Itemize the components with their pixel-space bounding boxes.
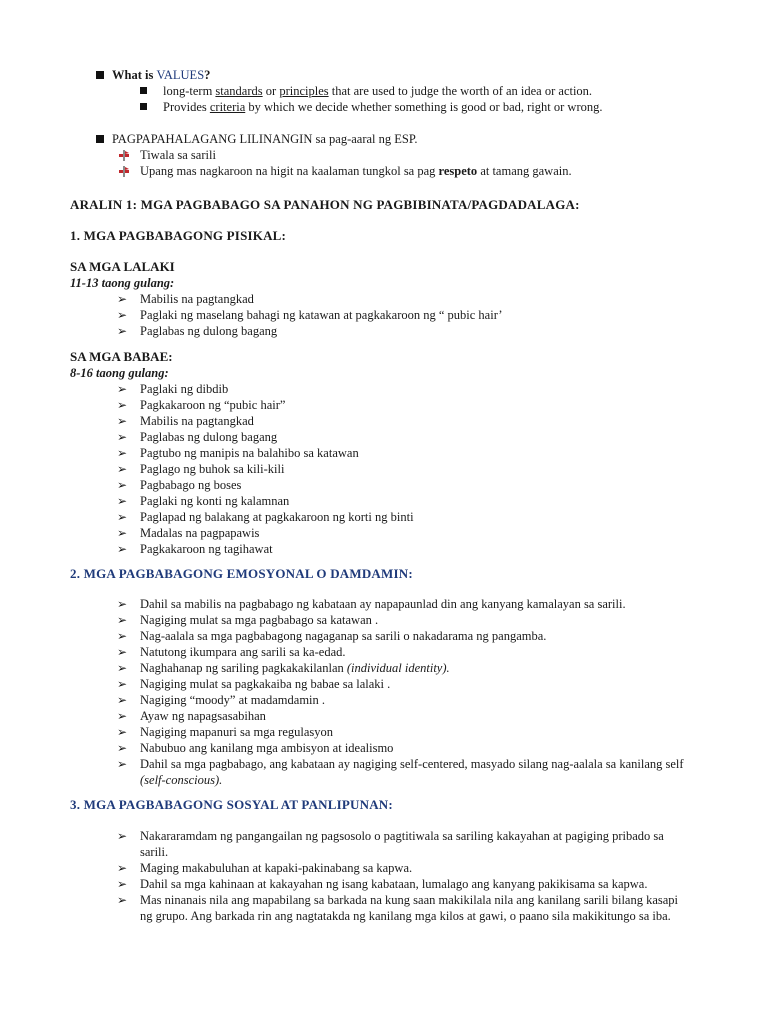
list-item: ➢ Nagiging mulat sa pagkakaiba ng babae sa lalaki . (117, 677, 391, 691)
values-word: VALUES (156, 68, 205, 82)
arrow-bullet-icon: ➢ (117, 597, 128, 611)
list-item: ➢ Nagiging mulat sa mga pagbabago sa katawan . (117, 613, 379, 627)
list-item: ➢ Mas ninanais nila ang mapabilang sa barkada na kung saan makikilala nila ang kanilang sarili bilang kasapi ng grupo. Ang barkada rin ang nagtatakda ng kanilang mga kilos at gawi, o paano sila makikitungo sa iba. (117, 893, 679, 923)
pisikal-heading: 1. MGA PAGBABAGONG PISIKAL: (70, 228, 287, 243)
list-item: ➢ Dahil sa mga kahinaan at kakayahan ng isang kabataan, lumalago ang kanyang pakikisama sa kapwa. (117, 877, 648, 891)
values-question: What is VALUES? (70, 67, 728, 83)
arrow-bullet-icon: ➢ (117, 741, 128, 755)
list-item: ➢ Pagkakaroon ng “pubic hair” (117, 398, 286, 412)
arrow-bullet-icon: ➢ (117, 446, 128, 460)
babae-age: 8-16 taong gulang: (70, 366, 169, 380)
list-item: ➢ Nagiging “moody” at madamdamin . (117, 693, 326, 707)
babae-title: SA MGA BABAE: (70, 349, 173, 364)
lalaki-section (70, 259, 728, 339)
arrow-bullet-icon: ➢ (117, 725, 128, 739)
values-section (70, 67, 728, 115)
list-item: ➢ Pagkakaroon ng tagihawat (117, 542, 273, 556)
list-item: ➢ Dahil sa mabilis na pagbabago ng kabataan ay napapaunlad din ang kanyang kamalayan sa sarili. (117, 597, 626, 611)
list-item: ➢ Pagtubo ng manipis na balahibo sa katawan (117, 446, 359, 460)
arrow-bullet-icon: ➢ (117, 613, 128, 627)
arrow-bullet-icon: ➢ (117, 308, 128, 322)
arrow-bullet-icon: ➢ (117, 542, 128, 556)
flag-bullet-icon (118, 165, 130, 177)
arrow-bullet-icon: ➢ (117, 645, 128, 659)
list-item: ➢ Paglabas ng dulong bagang (117, 324, 278, 338)
arrow-bullet-icon: ➢ (117, 478, 128, 492)
emosyonal-section (70, 596, 728, 788)
arrow-bullet-icon: ➢ (117, 292, 128, 306)
arrow-bullet-icon: ➢ (117, 510, 128, 524)
list-item: ➢ Madalas na pagpapawis (117, 526, 260, 540)
emosyonal-list (70, 596, 728, 660)
list-item: ➢ Nag-aalala sa mga pagbabagong nagaganap sa sarili o nakadarama ng pangamba. (117, 629, 547, 643)
lalaki-title: SA MGA LALAKI (70, 259, 175, 274)
arrow-bullet-icon: ➢ (117, 677, 128, 691)
arrow-bullet-icon: ➢ (117, 693, 128, 707)
list-item: ➢ Mabilis na pagtangkad (117, 292, 254, 306)
arrow-bullet-icon: ➢ (117, 861, 128, 875)
values-definition-2: Provides criteria by which we decide whether something is good or bad, right or wrong. (70, 99, 728, 115)
arrow-bullet-icon: ➢ (117, 430, 128, 444)
arrow-bullet-icon: ➢ (117, 526, 128, 540)
arrow-bullet-icon: ➢ (117, 661, 128, 675)
pagpapahalaga-heading: PAGPAPAHALAGANG LILINANGIN sa pag-aaral ng ESP. (70, 131, 728, 147)
emosyonal-heading: 2. MGA PAGBABAGONG EMOSYONAL O DAMDAMIN: (70, 566, 413, 581)
list-item: ➢ Nakararamdam ng pangangailan ng pagsosolo o pagtitiwala sa sariling kakayahan at pagiging pribado sa sarili. (117, 829, 664, 859)
lalaki-list (70, 291, 728, 339)
list-item: ➢ Pagbabago ng boses (117, 478, 242, 492)
arrow-bullet-icon: ➢ (117, 324, 128, 338)
emosyonal-list (70, 676, 728, 756)
list-item: ➢ Dahil sa mga pagbabago, ang kabataan ay nagiging self-centered, masyado silang nag-aalala sa kanilang self (self-conscious). (117, 757, 684, 787)
arrow-bullet-icon: ➢ (117, 398, 128, 412)
babae-section (70, 349, 728, 557)
square-bullet-icon (96, 71, 104, 79)
list-item: ➢ Paglago ng buhok sa kili-kili (117, 462, 285, 476)
list-item: ➢ Paglaki ng maselang bahagi ng katawan at pagkakaroon ng “ pubic hair’ (117, 308, 503, 322)
square-bullet-icon (96, 135, 104, 143)
list-item: ➢ Mabilis na pagtangkad (117, 414, 254, 428)
pagpapahalaga-item: Upang mas nagkaroon na higit na kaalaman tungkol sa pag respeto at tamang gawain. (70, 163, 728, 179)
pagpapahalaga-section (70, 131, 728, 179)
list-item: ➢ Paglaki ng dibdib (117, 382, 229, 396)
list-item: ➢ Paglapad ng balakang at pagkakaroon ng korti ng binti (117, 510, 414, 524)
arrow-bullet-icon: ➢ (117, 709, 128, 723)
lalaki-age: 11-13 taong gulang: (70, 276, 175, 290)
list-item: ➢ Paglabas ng dulong bagang (117, 430, 278, 444)
sosyal-section (70, 828, 728, 924)
babae-list (70, 381, 728, 557)
arrow-bullet-icon: ➢ (117, 494, 128, 508)
square-bullet-icon (140, 103, 147, 110)
list-item: ➢ Paglaki ng konti ng kalamnan (117, 494, 290, 508)
arrow-bullet-icon: ➢ (117, 629, 128, 643)
list-item: ➢ Ayaw ng napagsasabihan (117, 709, 266, 723)
list-item: ➢ Maging makabuluhan at kapaki-pakinabang sa kapwa. (117, 861, 413, 875)
arrow-bullet-icon: ➢ (117, 829, 128, 843)
arrow-bullet-icon: ➢ (117, 414, 128, 428)
arrow-bullet-icon: ➢ (117, 877, 128, 891)
arrow-bullet-icon: ➢ (117, 462, 128, 476)
aralin-title: ARALIN 1: MGA PAGBABAGO SA PANAHON NG PAGBIBINATA/PAGDADALAGA: (70, 197, 580, 212)
pagpapahalaga-item: Tiwala sa sarili (70, 147, 728, 163)
list-item: ➢ Nabubuo ang kanilang mga ambisyon at idealismo (117, 741, 394, 755)
list-item: ➢ Naghahanap ng sariling pagkakakilanlan (individual identity). (117, 661, 450, 675)
values-definition-1: long-term standards or principles that are used to judge the worth of an idea or action. (70, 83, 728, 99)
flag-bullet-icon (118, 149, 130, 161)
sosyal-heading: 3. MGA PAGBABAGONG SOSYAL AT PANLIPUNAN: (70, 797, 393, 812)
square-bullet-icon (140, 87, 147, 94)
list-item: ➢ Nagiging mapanuri sa mga regulasyon (117, 725, 334, 739)
arrow-bullet-icon: ➢ (117, 893, 128, 907)
arrow-bullet-icon: ➢ (117, 757, 128, 771)
list-item: ➢ Natutong ikumpara ang sarili sa ka-edad. (117, 645, 346, 659)
arrow-bullet-icon: ➢ (117, 382, 128, 396)
